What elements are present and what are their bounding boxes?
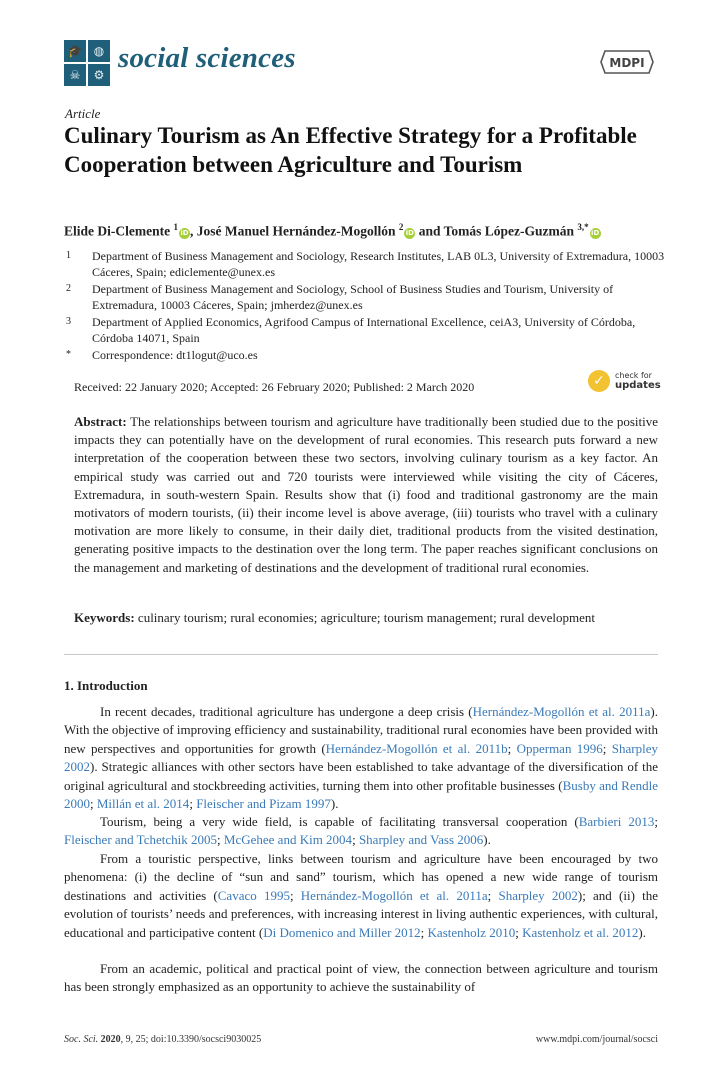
- paragraph-text: ;: [289, 887, 301, 903]
- orcid-icon[interactable]: iD: [591, 228, 600, 237]
- citation-link[interactable]: Kastenholz 2010: [427, 924, 516, 940]
- author-separator: and: [415, 223, 444, 239]
- globe-icon: ◍: [88, 40, 110, 62]
- paragraph-text: ;: [217, 832, 224, 848]
- intro-paragraph: [64, 703, 658, 813]
- affiliation-number: 1: [66, 250, 71, 261]
- section-heading: 1. Introduction: [64, 678, 148, 693]
- paragraph-text: From an academic, political and practical point of view, the connection between agriculture and tourism has been strongly emphasized as an opportunity to achieve the sustainability of: [64, 961, 658, 995]
- author-list: [64, 222, 601, 240]
- author-name[interactable]: José Manuel Hernández-Mogollón: [196, 223, 396, 239]
- author-separator: ,: [189, 223, 197, 239]
- check-updates-line1: check for: [615, 371, 652, 380]
- paragraph-text: ;: [90, 796, 97, 812]
- orcid-icon[interactable]: iD: [180, 228, 189, 237]
- citation-link[interactable]: Opperman 1996: [516, 740, 603, 756]
- keywords: [74, 609, 658, 627]
- paragraph-text: ).: [483, 832, 491, 848]
- citation-footer: [64, 1034, 261, 1045]
- journal-name: social sciences: [118, 42, 296, 74]
- author-name[interactable]: Tomás López-Guzmán: [443, 223, 575, 239]
- citation-link[interactable]: Sharpley 2002: [64, 740, 658, 775]
- citation-link[interactable]: Cavaco 1995: [217, 887, 290, 903]
- citation-link[interactable]: Sharpley and Vass 2006: [358, 832, 484, 848]
- citation-link[interactable]: Busby and Rendle 2000: [64, 777, 659, 812]
- paragraph-text: Tourism, being a very wide field, is capable of facilitating transversal cooperation (: [100, 814, 579, 829]
- paragraph-text: ;: [507, 740, 517, 756]
- citation-link[interactable]: Millán et al. 2014: [96, 796, 190, 812]
- paragraph-text: ;: [420, 924, 428, 940]
- abstract-label: Abstract:: [74, 414, 127, 429]
- abstract: [74, 413, 658, 577]
- affiliation-number: 3: [66, 316, 71, 327]
- year: 2020: [100, 1034, 121, 1045]
- citation-rest: , 9, 25; doi:10.3390/socsci9030025: [120, 1034, 262, 1045]
- paragraph-text: ); and (ii) the evolution of tourists’ needs and preferences, with increasing interest in living authentic experiences, with cultural, educational and participative content (: [64, 887, 658, 940]
- affiliation: [66, 248, 666, 280]
- citation-link[interactable]: Sharpley 2002: [498, 887, 578, 903]
- paragraph-text: From a touristic perspective, links between tourism and agriculture have been encouraged by two phenomena: (i) the decline of “sun and sand” tourism, which has opened a new wide range of tourism destinations and activities (: [64, 851, 658, 903]
- affiliation: [66, 314, 666, 346]
- affiliation-text: Department of Applied Economics, Agrifood Campus of International Excellence, ceiA3, University of Córdoba, Córdoba 14071, Spain: [92, 315, 636, 345]
- paragraph-text: ;: [189, 796, 197, 812]
- check-updates-line2: updates: [615, 380, 661, 391]
- paragraph-text: ).: [638, 924, 646, 940]
- correspondence: [66, 347, 666, 363]
- citation-link[interactable]: Hernández-Mogollón et al. 2011a: [472, 704, 651, 719]
- paragraph-text: ). With the objective of improving efficiency and sustainability, traditional rural economies have been provided with new perspectives and opportunities for growth (: [64, 704, 658, 756]
- mdpi-text: MDPI: [609, 56, 645, 70]
- keywords-text: culinary tourism; rural economies; agriculture; tourism management; rural development: [137, 610, 595, 625]
- mortarboard-icon: 🎓: [64, 40, 86, 62]
- intro-paragraph: [64, 813, 658, 850]
- gears-icon: ⚙: [88, 64, 110, 86]
- keywords-label: Keywords:: [74, 610, 135, 625]
- citation-link[interactable]: McGehee and Kim 2004: [223, 832, 353, 848]
- checkmark-icon: ✓: [588, 370, 610, 392]
- affiliation: [66, 281, 666, 313]
- citation-link[interactable]: Hernández-Mogollón et al. 2011b: [325, 740, 508, 756]
- section-divider: [64, 654, 658, 655]
- author-affil: 1: [173, 222, 178, 232]
- correspondence-text: Correspondence: dt1logut@uco.es: [92, 348, 258, 362]
- affiliation-number: 2: [66, 283, 71, 294]
- affiliation-text: Department of Business Management and Sociology, Research Institutes, LAB 0L3, University of Extremadura, 10003 Cáceres, Spain; ediclemente@unex.es: [92, 249, 665, 279]
- paragraph-text: ;: [487, 887, 499, 903]
- citation-link[interactable]: Barbieri 2013: [578, 814, 655, 829]
- affiliation-number: *: [66, 349, 71, 360]
- citation-link[interactable]: Hernández-Mogollón et al. 2011a: [300, 887, 488, 903]
- author-affil: 3,*: [577, 222, 589, 232]
- citation-link[interactable]: Di Domenico and Miller 2012: [263, 924, 421, 940]
- publication-dates: Received: 22 January 2020; Accepted: 26 February 2020; Published: 2 March 2020: [74, 380, 475, 394]
- author-affil: 2: [398, 222, 404, 232]
- skull-icon: ☠: [64, 64, 86, 86]
- paragraph-text: In recent decades, traditional agriculture has undergone a deep crisis (: [100, 704, 473, 719]
- paragraph-text: ;: [654, 814, 658, 829]
- paragraph-text: ).: [330, 796, 339, 812]
- mdpi-logo: [599, 47, 655, 77]
- author-name[interactable]: Elide Di-Clemente: [64, 223, 171, 239]
- abstract-text: The relationships between tourism and agriculture have traditionally been studied due to the positive impacts they can potentially have on the development of rural economies. This research puts forward a new interpretation of the cooperation between these two sectors, involving culinary tourism as a key factor. An empirical study was carried out and 720 tourists were interviewed while visiting the city of Cáceres, Extremadura, in south-western Spain. Results show that (i) food and traditional gastronomy are the main motivators of modern tourists, (ii) their income level is above average, (iii) tourists who travel with a culinary motivation are more likely to consume, in their daily diet, traditional products from the visited destination, generating positive impacts to the destination over the long term. The paper reaches significant conclusions on the management and marketing of destinations and the development of traditional rural economies.: [74, 414, 659, 575]
- intro-paragraph: [64, 850, 658, 942]
- paragraph-text: ;: [515, 924, 523, 940]
- intro-paragraph: [64, 960, 658, 997]
- citation-link[interactable]: Fleischer and Tchetchik 2005: [64, 832, 218, 848]
- article-title: Culinary Tourism as An Effective Strategy for a Profitable Cooperation between Agriculture and Tourism: [64, 123, 637, 177]
- citation-link[interactable]: Kastenholz et al. 2012: [522, 924, 639, 940]
- orcid-icon[interactable]: iD: [405, 228, 414, 237]
- citation-link[interactable]: Fleischer and Pizam 1997: [196, 796, 331, 812]
- article-type: Article: [65, 106, 101, 121]
- affiliation-text: Department of Business Management and Sociology, School of Business Studies and Tourism, University of Extremadura, 10003 Cáceres, Spain; jmherdez@unex.es: [92, 282, 614, 312]
- check-for-updates-badge[interactable]: [588, 368, 661, 396]
- journal-url[interactable]: www.mdpi.com/journal/socsci: [535, 1034, 658, 1045]
- paragraph-text: ;: [602, 740, 612, 756]
- journal-logo: [64, 40, 110, 86]
- paragraph-text: ;: [352, 832, 359, 848]
- paragraph-text: ). Strategic alliances with other sectors have been established to take advantage of the diversification of the original agricultural and stockbreeding activities, turning them into other profitable businesses (: [64, 759, 658, 793]
- journal-abbr: Soc. Sci.: [64, 1034, 99, 1045]
